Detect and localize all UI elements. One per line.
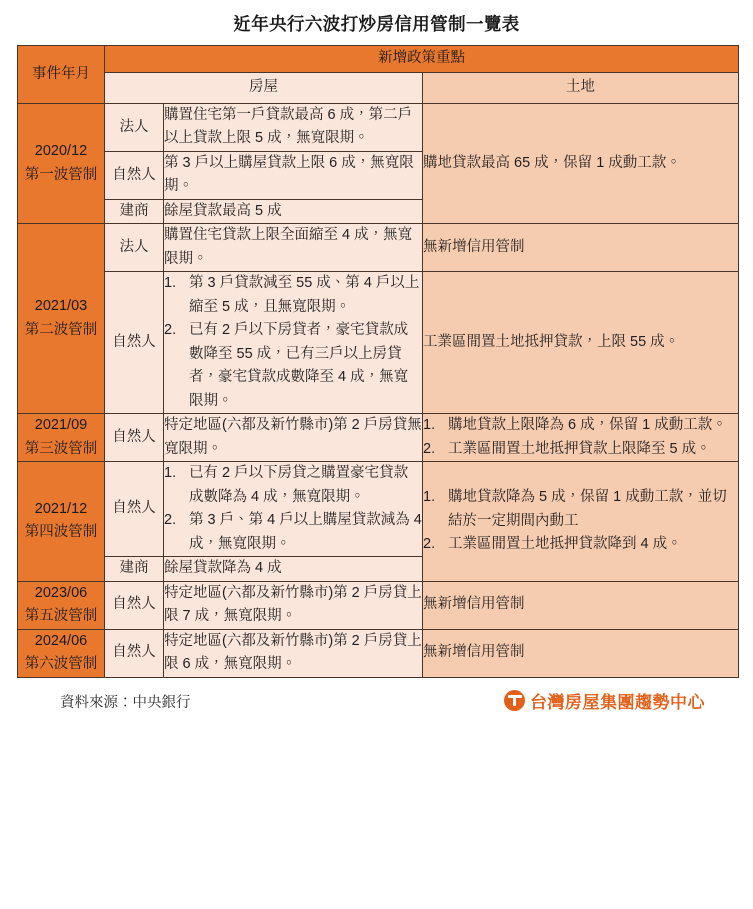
land-policy-list — [423, 462, 739, 581]
policy-ordered-list — [164, 272, 422, 413]
source-note: 資料來源：中央銀行 — [60, 694, 191, 711]
header-land: 土地 — [423, 73, 739, 104]
policy-list-item — [164, 509, 422, 556]
header-event-date: 事件年月 — [18, 46, 105, 104]
land-policy-list — [423, 414, 739, 462]
event-cell — [18, 104, 105, 224]
list-number: 2. — [164, 512, 177, 529]
policy-list-item — [423, 486, 738, 533]
page-title: 近年央行六波打炒房信用管制一覽表 — [233, 14, 520, 34]
brand-logo-text: 台灣房屋集團趨勢中心 — [530, 692, 705, 712]
event-cell — [18, 629, 105, 677]
policy-item-text: 第 3 戶、第 4 戶以上購屋貸款減為 4 成，無寬限期。 — [189, 512, 422, 552]
event-date: 2021/12 — [34, 500, 88, 517]
list-number: 2. — [423, 536, 436, 553]
table-row — [18, 272, 739, 414]
house-policy-text: 購置住宅貸款上限全面縮至 4 成，無寬限期。 — [164, 224, 423, 272]
policy-item-text: 購地貸款上限降為 6 成，保留 1 成動工款。 — [448, 417, 727, 434]
policy-ordered-list — [164, 462, 422, 556]
house-policy-list — [164, 462, 423, 557]
event-date: 2021/09 — [34, 417, 88, 434]
policy-item-text: 已有 2 戶以下房貸之購置豪宅貸款成數降為 4 成，無寬限期。 — [189, 465, 409, 505]
house-policy-text: 餘屋貸款降為 4 成 — [164, 557, 423, 581]
event-date: 2023/06 — [34, 584, 88, 601]
table-row — [18, 629, 739, 677]
event-date: 2020/12 — [34, 143, 88, 160]
list-number: 1. — [164, 465, 177, 482]
event-wave: 第一波管制 — [24, 166, 98, 183]
policy-ordered-list — [423, 486, 738, 556]
table-row — [18, 224, 739, 272]
house-policy-text: 餘屋貸款最高 5 成 — [164, 199, 423, 223]
list-number: 1. — [423, 417, 436, 434]
event-date: 2024/06 — [34, 632, 88, 649]
event-cell — [18, 462, 105, 581]
table-row — [18, 462, 739, 557]
event-wave: 第五波管制 — [24, 608, 98, 625]
house-policy-text: 特定地區(六都及新竹縣市)第 2 戶房貸無寬限期。 — [164, 414, 423, 462]
borrower-type: 自然人 — [105, 629, 164, 677]
brand-logo — [504, 688, 705, 713]
borrower-type: 法人 — [105, 104, 164, 152]
house-policy-list — [164, 272, 423, 414]
borrower-type: 自然人 — [105, 581, 164, 629]
house-policy-text: 第 3 戶以上購屋貸款上限 6 成，無寬限期。 — [164, 151, 423, 199]
land-policy-text: 無新增信用管制 — [423, 224, 739, 272]
policy-item-text: 購地貸款降為 5 成，保留 1 成動工款，並切結於一定期間內動工 — [448, 489, 727, 529]
borrower-type: 建商 — [105, 199, 164, 223]
policy-list-item — [423, 533, 738, 556]
policy-item-text: 已有 2 戶以下房貸者，豪宅貸款成數降至 55 成，已有三戶以上房貸者，豪宅貸款成數降至 4 成，無寬限期。 — [189, 322, 409, 409]
policy-item-text: 工業區閒置土地抵押貸款上限降至 5 成。 — [448, 440, 711, 457]
policy-list-item — [164, 272, 422, 319]
policy-item-text: 工業區閒置土地抵押貸款降到 4 成。 — [448, 536, 682, 553]
table-header-row-2 — [18, 73, 739, 104]
tw-house-logo-icon — [504, 690, 525, 711]
event-cell — [18, 581, 105, 629]
land-policy-text: 無新增信用管制 — [423, 581, 739, 629]
table-row — [18, 414, 739, 462]
borrower-type: 建商 — [105, 557, 164, 581]
event-cell — [18, 224, 105, 414]
event-wave: 第六波管制 — [24, 656, 98, 673]
land-policy-text: 無新增信用管制 — [423, 629, 739, 677]
borrower-type: 自然人 — [105, 462, 164, 557]
policy-list-item — [423, 438, 738, 461]
land-policy-text: 工業區閒置土地抵押貸款，上限 55 成。 — [423, 272, 739, 414]
list-number: 2. — [164, 322, 177, 339]
policy-list-item — [423, 414, 738, 437]
list-number: 1. — [164, 275, 177, 292]
borrower-type: 自然人 — [105, 414, 164, 462]
land-policy-text: 購地貸款最高 65 成，保留 1 成動工款。 — [423, 104, 739, 224]
list-number: 2. — [423, 440, 436, 457]
table-row — [18, 104, 739, 152]
credit-control-table — [17, 45, 739, 678]
borrower-type: 自然人 — [105, 272, 164, 414]
list-number: 1. — [423, 489, 436, 506]
policy-ordered-list — [423, 414, 738, 461]
policy-list-item — [164, 462, 422, 509]
footer — [0, 682, 753, 722]
event-date: 2021/03 — [34, 298, 88, 315]
borrower-type: 法人 — [105, 224, 164, 272]
house-policy-text: 特定地區(六都及新竹縣市)第 2 戶房貸上限 7 成，無寬限期。 — [164, 581, 423, 629]
event-wave: 第三波管制 — [24, 440, 98, 457]
table-header-row-1 — [18, 46, 739, 73]
header-house: 房屋 — [105, 73, 423, 104]
house-policy-text: 購置住宅第一戶貸款最高 6 成，第二戶以上貸款上限 5 成，無寬限期。 — [164, 104, 423, 152]
event-wave: 第四波管制 — [24, 524, 98, 541]
event-cell — [18, 414, 105, 462]
policy-item-text: 第 3 戶貸款減至 55 成、第 4 戶以上縮至 5 成，且無寬限期。 — [189, 275, 420, 315]
table-row — [18, 581, 739, 629]
policy-list-item — [164, 319, 422, 413]
event-wave: 第二波管制 — [24, 321, 98, 338]
borrower-type: 自然人 — [105, 151, 164, 199]
house-policy-text: 特定地區(六都及新竹縣市)第 2 戶房貸上限 6 成，無寬限期。 — [164, 629, 423, 677]
header-policy-highlights: 新增政策重點 — [105, 46, 739, 73]
